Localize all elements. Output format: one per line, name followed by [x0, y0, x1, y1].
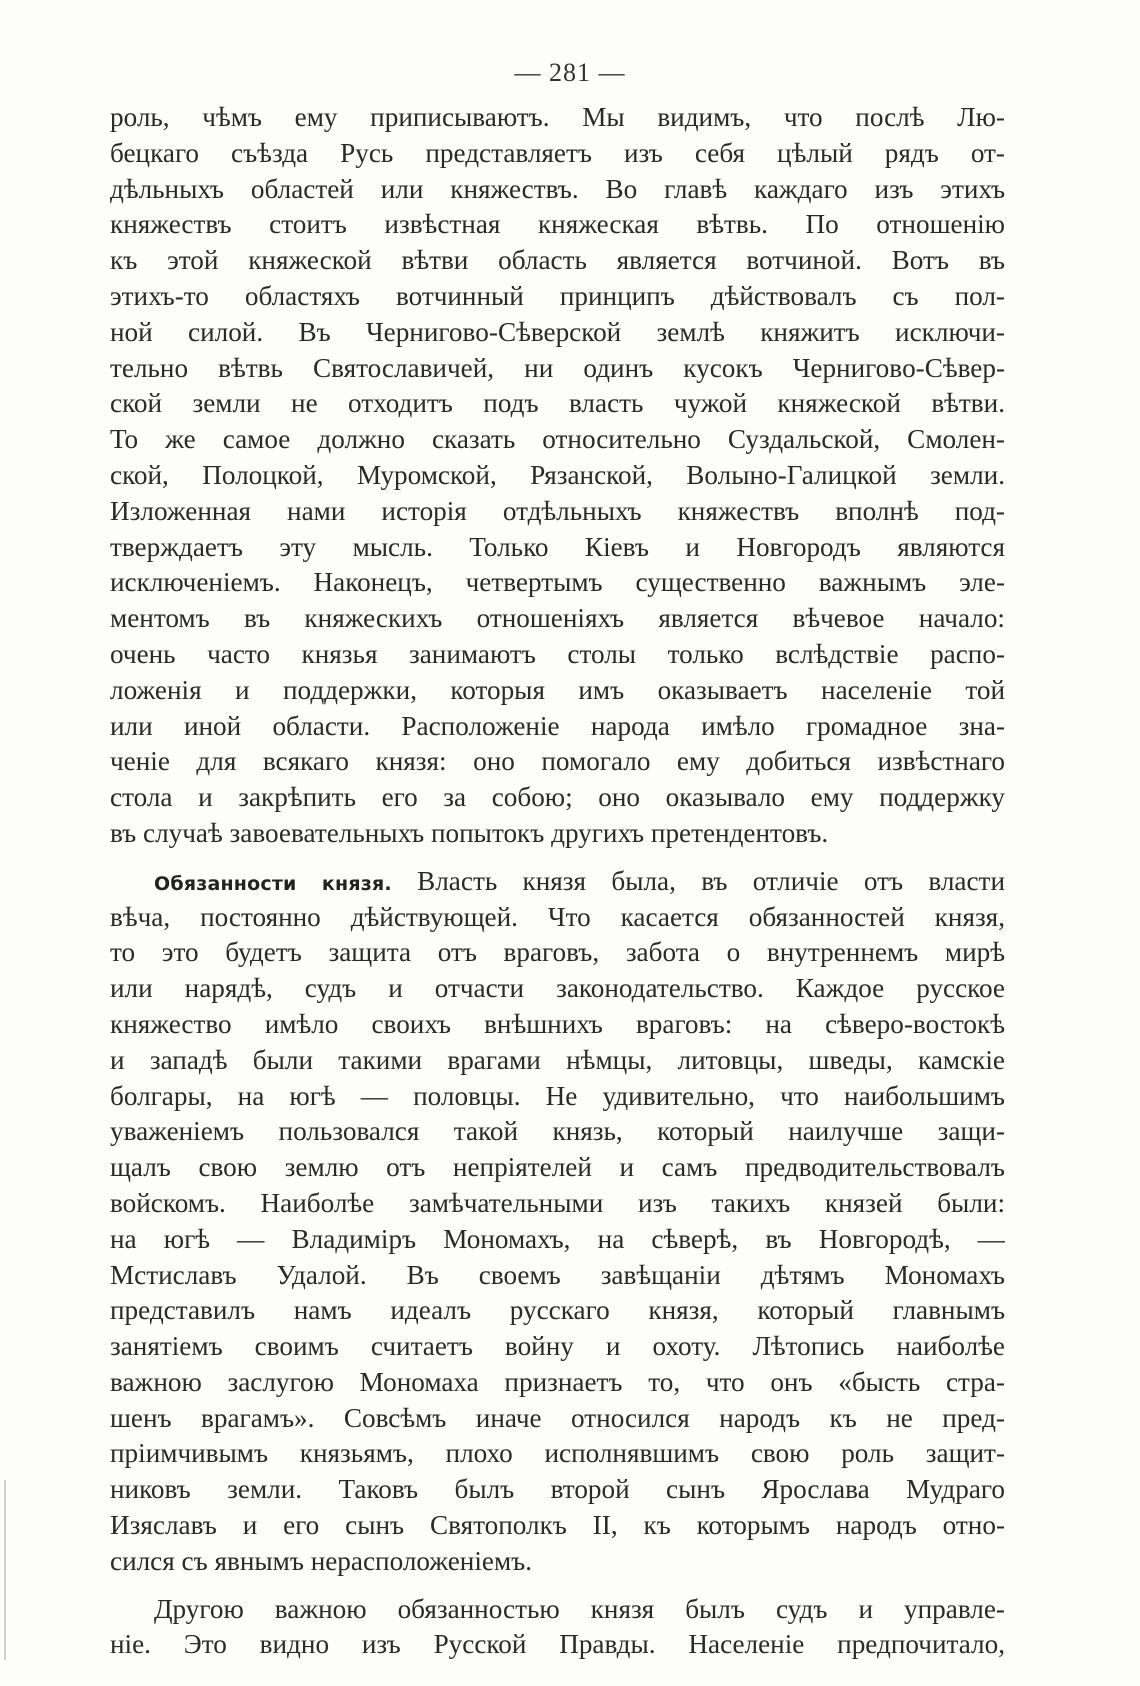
section-heading: Обязанности князя.	[154, 872, 392, 895]
paragraph-1	[110, 100, 1005, 852]
page-number: — 281 —	[514, 58, 626, 87]
text-line: ной силой. Въ Черниговo-Сѣверской землѣ княжитъ исключи-	[110, 316, 1005, 347]
text-line: шенъ врагамъ». Совсѣмъ иначе относился народъ къ не пред-	[110, 1402, 1005, 1433]
text-line: ніе. Это видно изъ Русской Правды. Населеніе предпочитало,	[110, 1629, 1005, 1660]
text-line: важною заслугою Мономаха признаетъ то, что онъ «бысть стра-	[110, 1366, 1005, 1397]
text-line: Другою важною обязанностью князя былъ судъ и управле-	[154, 1593, 1005, 1624]
text-line: сился съ явнымъ нерасположеніемъ.	[110, 1545, 533, 1576]
text-line: болгары, на югѣ — половцы. Не удивительно, что наибольшимъ	[110, 1080, 1005, 1111]
text-line: никовъ земли. Таковъ былъ второй сынъ Ярослава Мудраго	[110, 1474, 1005, 1505]
paragraph-gap	[110, 852, 1005, 864]
paragraph-2	[110, 864, 1005, 1580]
text-line: Изяславъ и его сынъ Святополкъ II, къ которымъ народъ отно-	[110, 1510, 1005, 1541]
paragraph-gap	[110, 1580, 1005, 1592]
paragraph-3	[110, 1592, 1005, 1664]
text-line: войскомъ. Наиболѣе замѣчательными изъ такихъ князей были:	[110, 1187, 1005, 1218]
binding-edge-mark	[4, 1480, 6, 1660]
text-line: вѣча, постоянно дѣйствующей. Что касается обязанностей князя,	[110, 901, 1005, 932]
text-line: или иной области. Расположеніе народа имѣло громадное зна-	[110, 710, 1005, 741]
text-line: ментомъ въ княжескихъ отношеніяхъ является вѣчевое начало:	[110, 603, 1005, 634]
text-line: Мстиславъ Удалой. Въ своемъ завѣщаніи дѣтямъ Мономахъ	[110, 1259, 1005, 1290]
text-line: къ этой княжеской вѣтви область является вотчиной. Вотъ въ	[110, 245, 1005, 276]
text-line: пріимчивымъ князьямъ, плохо исполнявшимъ свою роль защит-	[110, 1438, 1005, 1469]
text-line: на югѣ — Владиміръ Мономахъ, на сѣверѣ, въ Новгородѣ, —	[110, 1223, 1005, 1254]
text-line: ской земли не отходитъ подъ власть чужой княжеской вѣтви.	[110, 388, 1005, 419]
text-line: щалъ свою землю отъ непріятелей и самъ предводительствовалъ	[110, 1152, 1005, 1183]
text-line: и западѣ были такими врагами нѣмцы, литовцы, шведы, камскіе	[110, 1044, 1005, 1075]
text-line: то это будетъ защита отъ враговъ, забота о внутреннемъ мирѣ	[110, 937, 1005, 968]
text-line: этихъ-то областяхъ вотчинный принципъ дѣйствовалъ съ пол-	[110, 280, 1005, 311]
text-line: тверждаетъ эту мысль. Только Кіевъ и Новгородъ являются	[110, 531, 1005, 562]
text-line: тельно вѣтвь Святославичей, ни одинъ кусокъ Черниговo-Сѣвер-	[110, 352, 1005, 383]
text-line: То же самое должно сказать относительно Суздальской, Смолен-	[110, 424, 1005, 455]
text-line: исключеніемъ. Наконецъ, четвертымъ существенно важнымъ эле-	[110, 567, 1005, 598]
text-line: занятіемъ своимъ считаетъ войну и охоту. Лѣтопись наиболѣе	[110, 1331, 1005, 1362]
text-line: ложенія и поддержки, которыя имъ оказываетъ населеніе той	[110, 674, 1005, 705]
text-column	[110, 100, 1005, 1663]
text-line: въ случаѣ завоевательныхъ попытокъ другихъ претендентовъ.	[110, 817, 829, 848]
text-line: ской, Полоцкой, Муромской, Рязанской, Волыно-Галицкой земли.	[110, 459, 1005, 490]
text-line-rest: Власть князя была, въ отличіе отъ власти	[417, 865, 1005, 896]
text-line: роль, чѣмъ ему приписываютъ. Мы видимъ, что послѣ Лю-	[110, 102, 1005, 132]
text-line: стола и закрѣпить его за собою; оно оказывало ему поддержку	[110, 782, 1005, 813]
text-line: бецкаго съѣзда Русь представляетъ изъ себя цѣлый рядъ от-	[110, 137, 1005, 168]
text-line: уваженіемъ пользовался такой князь, который наилучше защи-	[110, 1116, 1005, 1147]
text-line: княжествъ стоитъ извѣстная княжеская вѣтвь. По отношенію	[110, 209, 1005, 240]
text-line: княжество имѣло своихъ внѣшнихъ враговъ: на сѣверо-востокѣ	[110, 1008, 1005, 1039]
text-line: очень часто князья занимаютъ столы только вслѣдствіе распо-	[110, 638, 1005, 669]
text-line: представилъ намъ идеалъ русскаго князя, который главнымъ	[110, 1295, 1005, 1326]
text-line: или нарядѣ, судъ и отчасти законодательство. Каждое русское	[110, 973, 1005, 1004]
text-line: Изложенная нами исторія отдѣльныхъ княжествъ вполнѣ под-	[110, 495, 1005, 526]
text-line: ченіе для всякаго князя: оно помогало ему добиться извѣстнаго	[110, 746, 1005, 777]
text-line-with-heading	[110, 864, 1005, 900]
text-line: дѣльныхъ областей или княжествъ. Во главѣ каждаго изъ этихъ	[110, 173, 1005, 204]
